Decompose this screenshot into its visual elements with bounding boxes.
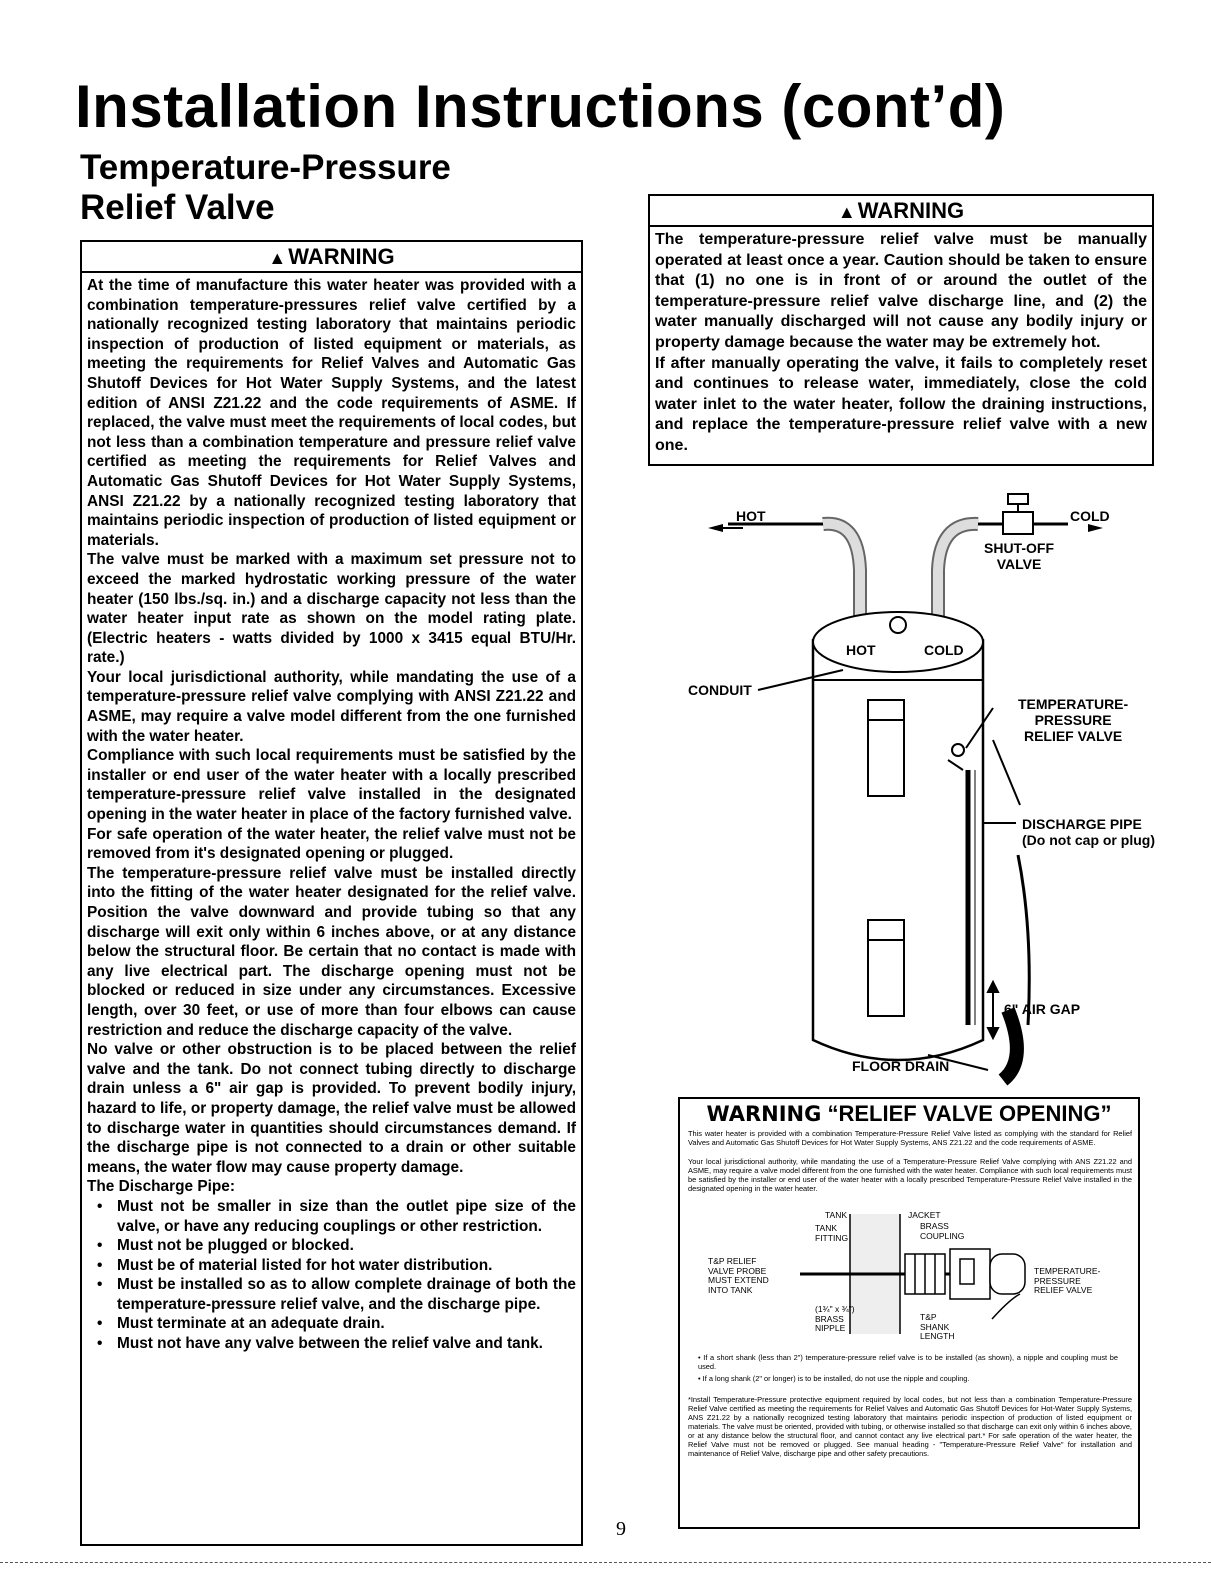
page-number: 9	[616, 1518, 626, 1540]
discharge-pipe-heading: The Discharge Pipe:	[87, 1178, 235, 1196]
floor-drain-label: FLOOR DRAIN	[852, 1058, 950, 1074]
conduit-label: CONDUIT	[688, 682, 752, 698]
air-gap-label: 6" AIR GAP	[1004, 1001, 1081, 1017]
fitting-nipple-label	[815, 1305, 855, 1334]
relief-intro-2: Your local jurisdictional authority, while mandating the use of a Temperature-Pressure Relief Valve complying with ANS Z21.22 and ASME, may require a valve model different from the one furnished with the water heater. Compliance with such local requirements must be satisfied by the installer or end user of the water heater with a locally prescribed Temperature-Pressure Relief Valve installed in the designated opening in the water heater.	[688, 1157, 1132, 1193]
fitting-tpr-label	[1034, 1267, 1100, 1296]
left-warning-paragraph: At the time of manufacture this water heater was provided with a combination temperature-pressures relief valve certified by a nationally recognized testing laboratory that maintains periodic inspection of production of listed equipment or materials, as meeting the requirements for Relief Valves and Automatic Gas Shutoff Devices for Hot Water Supply Systems, and the latest edition of ANSI Z21.22 and the code requirements of ASME. If replaced, the valve must meet the requirements of local codes, but not less than a combination temperature and pressure relief valve certified as meeting the requirements for Relief Valves and Automatic Gas Shutoff Devices for Hot Water Supply Systems, ANSI Z21.22 by a nationally recognized testing laboratory that maintains periodic inspection of production of listed equipment or materials.	[87, 277, 576, 549]
shank-line-3: LENGTH	[920, 1331, 955, 1341]
tpr-line-1: TEMPERATURE-	[1018, 696, 1129, 712]
shutoff-line-1: SHUT-OFF	[984, 540, 1054, 556]
fitting-brass-coupling-label	[920, 1222, 964, 1241]
relief-bullet: • If a short shank (less than 2") temperature-pressure relief valve is to be installed (as shown), a nipple and coupling must be used.	[698, 1353, 1118, 1371]
right-warning-paragraph: The temperature-pressure relief valve must be manually operated at least once a year. Caution should be taken to ensure that (1) no one is in front of or around the outlet of the temperature-pressure relief valve discharge line, and (2) the water manually discharged will not cause any bodily injury or property damage because the water may be extremely hot.	[655, 231, 1147, 351]
water-heater-diagram	[648, 480, 1168, 1095]
probe-line-4: INTO TANK	[708, 1284, 753, 1295]
tpr-valve-label	[1018, 696, 1128, 744]
fitting-tank-fitting-label	[815, 1224, 848, 1243]
discharge-line-1: DISCHARGE PIPE	[1022, 816, 1142, 832]
hot-label: HOT	[736, 508, 766, 524]
cold-arrow-icon	[1088, 524, 1103, 532]
relief-valve-opening-title	[680, 1101, 1138, 1127]
brass-coupling-line-2: COUPLING	[920, 1230, 965, 1241]
section-title	[80, 148, 451, 228]
probe-line-1: T&P RELIEF	[708, 1256, 757, 1266]
tank-fitting-line-2: FITTING	[815, 1232, 849, 1243]
shank-line-1: T&P	[920, 1312, 937, 1322]
page-bottom-rule	[0, 1562, 1211, 1563]
left-warning-paragraph: For safe operation of the water heater, the relief valve must not be removed from it's designated opening or plugged.	[87, 825, 576, 863]
right-warning-box	[648, 194, 1154, 466]
shutoff-valve-label	[984, 540, 1054, 572]
list-item: • Must not be plugged or blocked.	[87, 1236, 576, 1256]
warning-triangle-icon: ▲	[268, 248, 287, 268]
relief-bullet-text: If a long shank (2" or longer) is to be installed, do not use the nipple and coupling.	[702, 1374, 970, 1383]
relief-title-rest: “RELIEF VALVE OPENING”	[827, 1101, 1112, 1126]
water-flow	[1003, 1010, 1017, 1080]
left-warning-box	[80, 240, 583, 1546]
discharge-pointer-1	[993, 740, 1020, 805]
shank-line-2: SHANK	[920, 1321, 950, 1332]
relief-valve-opening-box	[678, 1097, 1140, 1529]
list-item: • Must not be smaller in size than the outlet pipe size of the valve, or have any reducing couplings or other restriction.	[87, 1197, 576, 1236]
shutoff-line-2: VALVE	[996, 556, 1042, 572]
tank-fitting-line-1: TANK	[815, 1223, 838, 1233]
left-warning-heading	[82, 242, 581, 273]
list-item: • Must be of material listed for hot water distribution.	[87, 1256, 576, 1276]
relief-title-warning: WARNING	[706, 1102, 822, 1126]
fitting-jacket-label: JACKET	[908, 1210, 941, 1220]
left-warning-paragraph: The temperature-pressure relief valve must be installed directly into the fitting of the water heater designated for the relief valve. Position the valve downward and provide tubing so that any discharge will exit only within 6 inches above, or at any distance below the structural floor. Be certain that no contact is made with any live electrical part. The discharge opening must not be blocked or reduced in size under any circumstances. Excessive length, over 30 feet, or use of more than four elbows can cause restriction and reduce the discharge capacity of the valve.	[87, 864, 576, 1039]
fitting-tpr-line-1: TEMPERATURE-	[1034, 1266, 1101, 1276]
nipple-line-1: (1¾" x ¾")	[815, 1304, 855, 1314]
relief-footnote: *Install Temperature-Pressure protective equipment required by local codes, but not less than a combination Temperature-Pressure Relief Valve certified as meeting the requirements for Relief Valves and Automatic Gas Shutoff Devices for Hot-Water Supply Systems, ANS Z21.22 by a nationally recognized testing laboratory that maintains periodic inspection of production of listed equipment or materials. The valve must be oriented, provided with tubing, or otherwise installed so that discharge can exit only within 6 inches above, or at any distance below the structural floor, and cannot contact any live electrical part.* For safe operation of the water heater, the Relief Valve must not be removed or plugged. See manual heading - "Temperature-Pressure Relief Valve" for installation and maintenance of Relief Valve, discharge pipe and other safety precautions.	[688, 1395, 1132, 1458]
relief-bullet: • If a long shank (2" or longer) is to be installed, do not use the nipple and coupling.	[698, 1374, 970, 1383]
section-title-line-1: Temperature-Pressure	[80, 148, 451, 187]
hot-arrow-icon	[708, 524, 723, 532]
fitting-tpr-line-2: PRESSURE	[1034, 1275, 1081, 1286]
lower-access-panel	[868, 920, 904, 1016]
discharge-pipe-label	[1022, 816, 1155, 848]
tpr-line-2: PRESSURE	[1034, 712, 1112, 728]
discharge-line-2: (Do not cap or plug)	[1022, 832, 1155, 848]
probe-line-2: VALVE PROBE	[708, 1265, 767, 1276]
relief-valve-symbol	[952, 744, 964, 756]
discharge-pipe-list	[87, 1197, 576, 1354]
warning-triangle-icon: ▲	[837, 202, 856, 222]
left-warning-paragraph: The valve must be marked with a maximum set pressure not to exceed the marked hydrostatic working pressure of the water heater (150 lbs./sq. in.) and a discharge capacity not less than the water heater input rate as shown on the model rating plate. (Electric heaters - watts divided by 1000 x 3415 equal BTU/Hr. rate.)	[87, 551, 576, 667]
tank-hot-label: HOT	[846, 642, 876, 658]
nipple-line-2: BRASS	[815, 1313, 844, 1324]
left-warning-heading-text: WARNING	[288, 244, 395, 269]
right-warning-heading	[650, 196, 1152, 227]
fitting-tpr-line-3: RELIEF VALVE	[1034, 1285, 1093, 1295]
relief-intro: This water heater is provided with a combination Temperature-Pressure Relief Valve listed as complying with the standard for Relief Valves and Automatic Gas Shutoff Devices for Hot Water Supply Systems, ANS Z21.22 and the code requirements of ASME.	[688, 1129, 1132, 1147]
list-item: • Must be installed so as to allow complete drainage of both the temperature-pressure relief valve, and the discharge pipe.	[87, 1275, 576, 1314]
fitting-tank-label: TANK	[825, 1210, 848, 1220]
tpr-line-3: RELIEF VALVE	[1023, 728, 1123, 744]
nipple-line-3: NIPPLE	[815, 1323, 846, 1333]
left-warning-body	[82, 273, 581, 1358]
section-title-line-2: Relief Valve	[80, 188, 275, 227]
fitting-shank-label	[920, 1313, 954, 1342]
left-warning-paragraph: Compliance with such local requirements must be satisfied by the installer or end user of the water heater with a locally prescribed temperature-pressure relief valve installed in the designated opening in the water heater in place of the factory furnished valve.	[87, 747, 576, 824]
list-item: • Must not have any valve between the relief valve and tank.	[87, 1334, 576, 1354]
page-title: Installation Instructions (cont’d)	[75, 73, 1006, 140]
tank-cold-label: COLD	[924, 642, 964, 658]
cold-label: COLD	[1070, 508, 1110, 524]
right-warning-body	[650, 227, 1152, 461]
left-warning-paragraph: No valve or other obstruction is to be placed between the relief valve and the tank. Do not connect tubing directly to discharge drain unless a 6" air gap is provided. To prevent bodily injury, hazard to life, or property damage, the relief valve must be allowed to discharge water in quantities should circumstances demand. If the discharge pipe is not connected to a drain or other suitable means, the water flow may cause property damage.	[87, 1041, 576, 1176]
right-warning-paragraph: If after manually operating the valve, it fails to completely reset and continues to release water, immediately, close the cold water inlet to the water heater, follow the draining instructions, and replace the temperature-pressure relief valve with a new one.	[655, 354, 1147, 454]
brass-coupling-line-1: BRASS	[920, 1221, 949, 1231]
shutoff-valve-body	[1003, 512, 1033, 534]
right-warning-heading-text: WARNING	[857, 198, 965, 223]
relief-bullet-text: If a short shank (less than 2") temperature-pressure relief valve is to be installed (as shown), a nipple and coupling must be used.	[698, 1353, 1118, 1371]
probe-line-3: MUST EXTEND	[708, 1275, 769, 1285]
left-warning-paragraph: Your local jurisdictional authority, while mandating the use of a temperature-pressure relief valve complying with ANSI Z21.22 and ASME, may require a valve model different from the one furnished with the water heater.	[87, 668, 576, 745]
fitting-probe-label	[708, 1257, 769, 1295]
list-item: • Must terminate at an adequate drain.	[87, 1314, 576, 1334]
upper-access-panel	[868, 700, 904, 796]
